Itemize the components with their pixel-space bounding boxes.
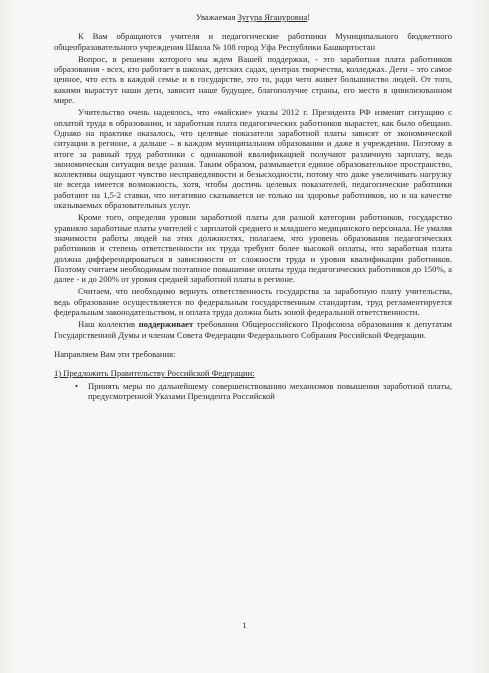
greeting-prefix: Уважаемая <box>195 12 238 22</box>
bullet-item <box>54 381 452 402</box>
paragraph-directing: Направляем Вам эти требования: <box>54 348 176 359</box>
paragraph-salary-levels: Кроме того, определяя уровни заработной платы для разной категории работников, государство уравняло заработные платы учителей с зарплатой среднего и младшего медицинского персонала. Не умаляя значимости работы людей на этих должностях, полагаем, что уровень образования педагогических работников и степень ответственности их труда требуют более высокой оплаты, что заработная плата должна дифференцироваться в зависимости от сложности труда и уровня квалификации работников. Поэтому считаем необходимым поэтапное повышение оплаты труда педагогических работников до 150%, а далее - и до 200% от уровня средней заработной платы в регионе. <box>54 212 452 285</box>
support-prefix: Наш коллектив <box>78 319 139 330</box>
support-suffix: требования Общероссийского Профсоюза образования к депутатам Государственной Думы и членам Совета Федерации Федерального Собрания Российской Федерации. <box>54 319 452 340</box>
support-bold-word: поддерживает <box>138 319 194 330</box>
paragraph-intro: К Вам обращаются учителя и педагогические работники Муниципального бюджетного общеобразовательного учреждения Школа № 108 город Уфа Республики Башкортостан <box>54 31 452 52</box>
paragraph-question: Вопрос, в решении которого мы ждем Вашей поддержки, - это заработная плата работников образования - всех, кто работает в школах, детских садах, центрах творчества, колледжах. Дети – это самое ценное, что есть в каждой семье и в государстве, это то, ради чего живет большинство людей. От того, какими вырастут наши дети, зависит наше будущее, благополучие страны, его место в цивилизованном мире. <box>54 53 452 106</box>
greeting-line <box>54 12 452 22</box>
list-item-1 <box>54 368 452 378</box>
paragraph-may-decrees: Учительство очень надеялось, что «майские» указы 2012 г. Президента РФ изменят ситуацию с оплатой труда в образовании, и заработная плата педагогических работников вырастет, как было обещано. Однако на практике оказалось, что целевые показатели заработной платы зависят от экономической ситуации в регионе, а дальше – в каждом муниципальном образовании и даже в учреждении. Поэтому в итоге за равный труд работники с одинаковой квалификацией получают различную зарплату, ведь экономическая ситуация везде разная. Таким образом, размывается единое образовательное пространство, коллективы ощущают чувство несправедливости и безысходности, потому что даже увеличивать нагрузку не всегда имеется возможность, хотя, чтобы достичь целевых показателей, педагогические работники работают на 1,5-2 ставки, что негативно сказывается не только на здоровье работников, но и на качестве оказываемых образовательных услуг. <box>54 107 452 211</box>
bullet-text: Принять меры по дальнейшему совершенствованию механизмов повышения заработной платы, предусмотренной Указами Президента Российской <box>88 380 452 401</box>
greeting-suffix: ! <box>307 12 311 22</box>
page-number: 1 <box>242 620 247 630</box>
addressee-name: Зугура Ягануровна <box>237 12 308 22</box>
paragraph-support <box>54 319 452 340</box>
paragraph-state-responsibility: Считаем, что необходимо вернуть ответственность государства за заработную плату учительства, ведь образование осуществляется по федеральным государственным стандартам, труд регламентируется федеральным законодательством, и оплата труда должна быть зоной федеральной ответственности. <box>54 286 452 318</box>
bullet-icon: • <box>74 380 78 391</box>
letter-body <box>54 12 452 401</box>
list-item-1-text: 1) Предложить Правительству Российской Федерации: <box>54 368 255 379</box>
